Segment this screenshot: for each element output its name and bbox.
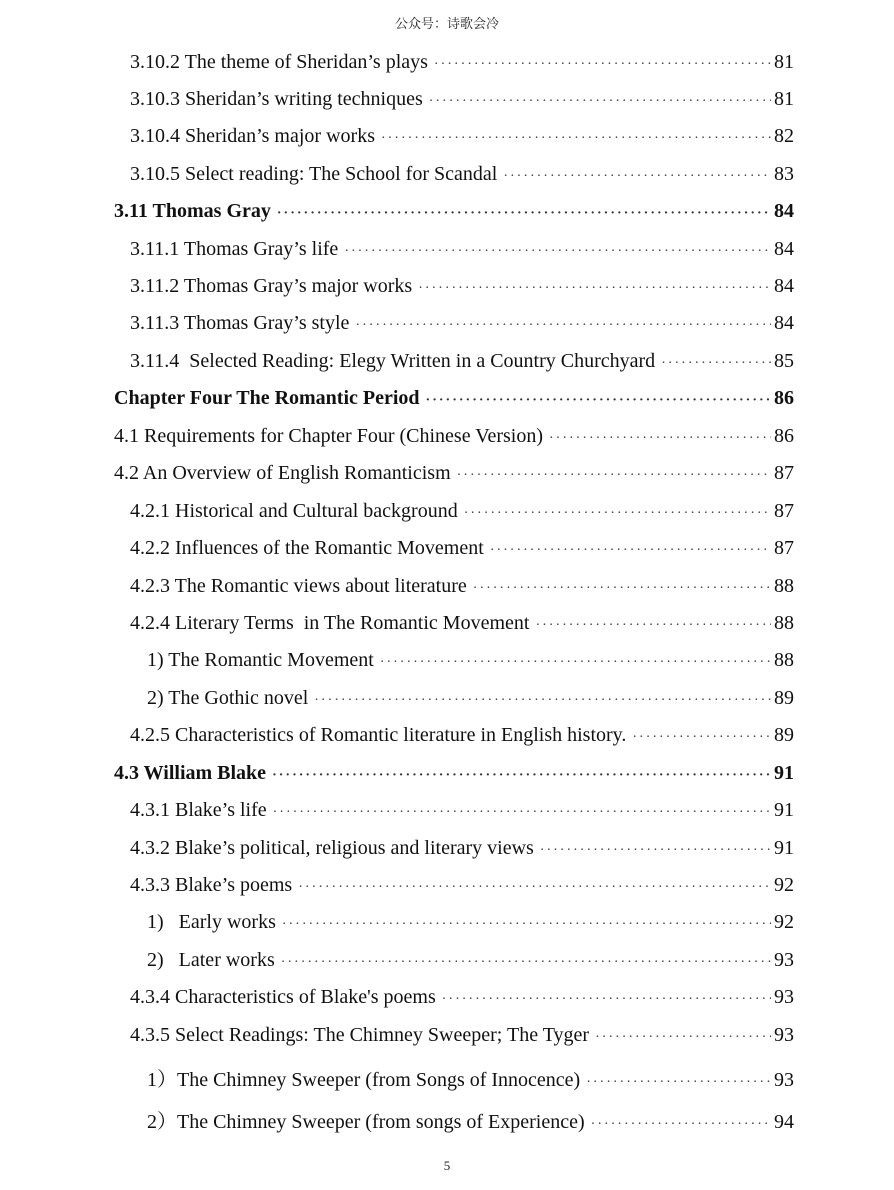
dot-leader [549,431,771,447]
toc-entry[interactable] [147,687,794,713]
toc-entry[interactable] [130,163,794,189]
toc-entry[interactable] [147,949,794,975]
toc-entry-title: Chapter Four The Romantic Period [114,387,420,409]
dot-leader [381,131,771,147]
toc-entry-page: 88 [774,575,794,597]
toc-entry[interactable] [130,575,794,601]
toc-entry-page: 91 [774,837,794,859]
toc-entry-title: 2) The Gothic novel [147,687,309,709]
dot-leader [298,880,771,896]
toc-entry-page: 93 [774,1024,794,1046]
dot-leader [464,506,771,522]
toc-entry-page: 92 [774,874,794,896]
toc-entry-title: 3.10.5 Select reading: The School for Scandal [130,163,498,185]
toc-entry[interactable] [130,1024,794,1050]
toc-entry[interactable] [130,612,794,638]
toc-entry-title: 1) Early works [147,911,276,933]
toc-entry-page: 85 [774,350,794,372]
toc-entry-title: 4.1 Requirements for Chapter Four (Chinese Version) [114,425,543,447]
dot-leader [281,955,771,971]
toc-entry-page: 93 [774,986,794,1008]
toc-entry-page: 84 [774,275,794,297]
toc-entry-page: 81 [774,51,794,73]
dot-leader [344,244,771,260]
toc-entry-title: 3.11.2 Thomas Gray’s major works [130,275,413,297]
toc-entry-page: 84 [774,312,794,334]
toc-entry-title: 4.3.3 Blake’s poems [130,874,293,896]
toc-entry-title: 4.3.4 Characteristics of Blake's poems [130,986,436,1008]
toc-entry-page: 81 [774,88,794,110]
toc-entry-title: 1) The Romantic Movement [147,649,374,671]
toc-entry-page: 91 [774,762,794,784]
toc-entry-page: 82 [774,125,794,147]
toc-entry[interactable] [130,799,794,825]
toc-entry-page: 84 [774,200,794,222]
toc-entry-title: 3.10.3 Sheridan’s writing techniques [130,88,423,110]
dot-leader [473,581,771,597]
dot-leader [277,206,771,222]
toc-entry-page: 87 [774,500,794,522]
dot-leader [314,693,771,709]
toc-entry[interactable] [130,724,794,750]
toc-entry-page: 87 [774,462,794,484]
toc-entry[interactable] [114,762,794,788]
toc-entry-page: 91 [774,799,794,821]
dot-leader [434,57,771,73]
toc-entry-title: 3.10.2 The theme of Sheridan’s plays [130,51,428,73]
toc-entry[interactable] [130,88,794,114]
toc-entry[interactable] [130,51,794,77]
toc-entry-page: 88 [774,612,794,634]
toc-entry[interactable] [130,238,794,264]
dot-leader [273,805,771,821]
dot-leader [272,768,771,784]
toc-entry[interactable] [114,462,794,488]
toc-entry[interactable] [130,350,794,376]
toc-entry-title: 4.2.1 Historical and Cultural background [130,500,458,522]
dot-leader [282,917,771,933]
toc-entry-page: 93 [774,1069,794,1091]
dot-leader [429,94,771,110]
toc-entry-page: 89 [774,724,794,746]
toc-entry-title: 4.2 An Overview of English Romanticism [114,462,451,484]
dot-leader [595,1030,771,1046]
toc-entry-title: 4.2.2 Influences of the Romantic Movement [130,537,484,559]
toc-entry-title: 4.2.3 The Romantic views about literature [130,575,467,597]
toc-entry-title: 3.11.3 Thomas Gray’s style [130,312,350,334]
toc-entry[interactable] [114,387,794,413]
toc-entry[interactable] [130,837,794,863]
dot-leader [591,1117,771,1133]
toc-entry-page: 86 [774,387,794,409]
toc-entry-title: 3.11.1 Thomas Gray’s life [130,238,339,260]
toc-entry-page: 83 [774,163,794,185]
toc-entry[interactable] [130,275,794,301]
toc-entry-title: 4.3.5 Select Readings: The Chimney Sweeper; The Tyger [130,1024,590,1046]
dot-leader [535,618,771,634]
toc-entry[interactable] [147,649,794,675]
toc-entry[interactable] [130,500,794,526]
dot-leader [661,356,771,372]
dot-leader [586,1075,771,1091]
toc-entry-title: 1）The Chimney Sweeper (from Songs of Innocence) [147,1069,581,1091]
toc-entry[interactable] [130,125,794,151]
toc-entry[interactable] [130,874,794,900]
page-header: 公众号：诗歌会冷 [394,17,499,32]
toc-entry-title: 4.3 William Blake [114,762,267,784]
toc-entry[interactable] [130,312,794,338]
page-number: 5 [443,1158,451,1173]
dot-leader [442,992,771,1008]
toc-entry-title: 3.11.4 Selected Reading: Elegy Written in a Country Churchyard [130,350,656,372]
dot-leader [632,730,771,746]
dot-leader [490,543,771,559]
toc-entry-page: 86 [774,425,794,447]
dot-leader [457,468,771,484]
toc-entry[interactable] [147,1063,794,1089]
dot-leader [503,169,771,185]
dot-leader [380,655,771,671]
toc-entry-page: 87 [774,537,794,559]
dot-leader [426,393,771,409]
toc-entry[interactable] [130,986,794,1012]
toc-entry-page: 88 [774,649,794,671]
toc-entry[interactable] [130,537,794,563]
toc-entry-title: 2) Later works [147,949,275,971]
toc-entry-title: 4.2.4 Literary Terms in The Romantic Movement [130,612,530,634]
toc-entry-title: 4.3.1 Blake’s life [130,799,267,821]
toc-entry-page: 89 [774,687,794,709]
toc-entry-title: 3.11 Thomas Gray [114,200,271,222]
toc-entry-title: 2）The Chimney Sweeper (from songs of Experience) [147,1111,585,1133]
toc-entry-title: 3.10.4 Sheridan’s major works [130,125,375,147]
toc-entry-page: 94 [774,1111,794,1133]
toc-entry[interactable] [114,425,794,451]
toc-entry-title: 4.3.2 Blake’s political, religious and literary views [130,837,534,859]
toc-entry[interactable] [114,200,794,226]
toc-entry-title: 4.2.5 Characteristics of Romantic literature in English history. [130,724,627,746]
toc-entry-page: 92 [774,911,794,933]
dot-leader [540,843,771,859]
toc-entry[interactable] [147,1105,794,1131]
toc-entry-page: 84 [774,238,794,260]
toc-entry[interactable] [147,911,794,937]
toc-entry-page: 93 [774,949,794,971]
dot-leader [355,318,771,334]
dot-leader [418,281,771,297]
